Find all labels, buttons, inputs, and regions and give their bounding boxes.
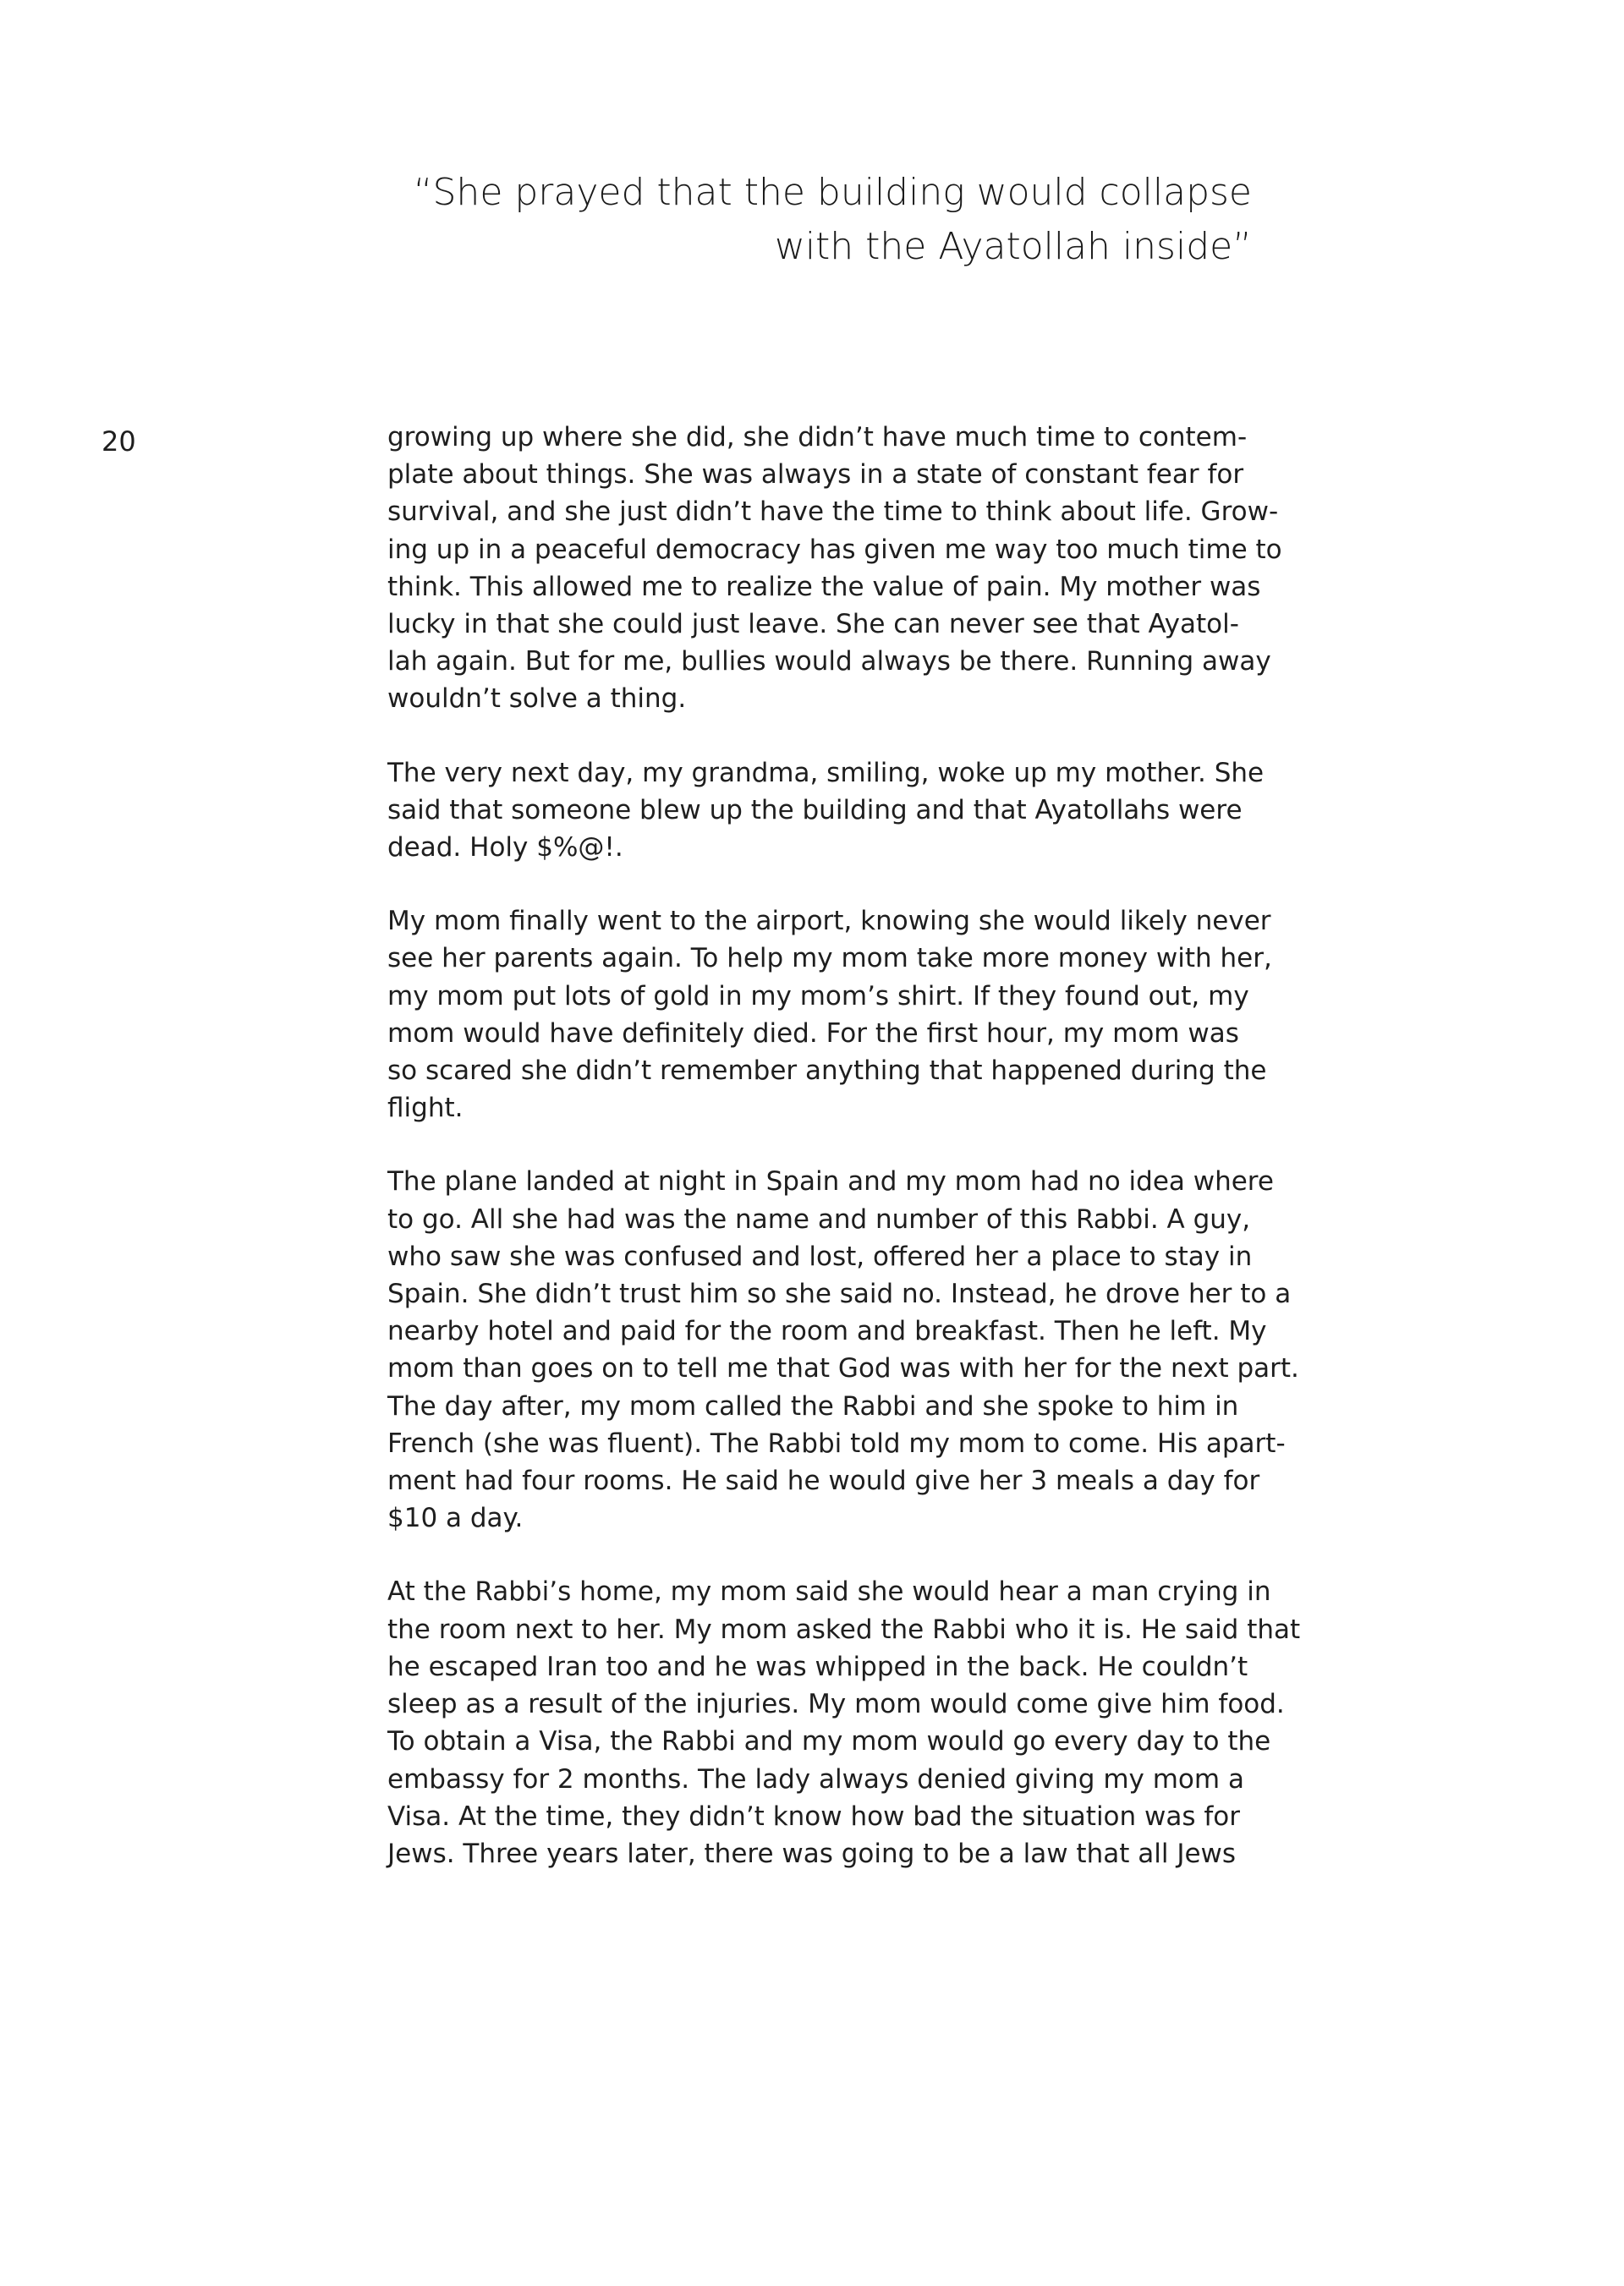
text-line: The day after, my mom called the Rabbi and she spoke to him in — [387, 1390, 1239, 1422]
text-line: my mom put lots of gold in my mom’s shirt. If they found out, my — [387, 980, 1249, 1011]
text-line: mom than goes on to tell me that God was with her for the next part. — [387, 1353, 1299, 1384]
text-line: growing up where she did, she didn’t have much time to contem- — [387, 422, 1248, 452]
pull-quote — [389, 166, 1252, 274]
text-line: sleep as a result of the injuries. My mom would come give him food. — [387, 1689, 1285, 1720]
text-line: lucky in that she could just leave. She can never see that Ayatol- — [387, 609, 1239, 640]
paragraph — [387, 1163, 1301, 1537]
text-line: The plane landed at night in Spain and my mom had no idea where — [387, 1166, 1274, 1198]
text-line: My mom finally went to the airport, knowing she would likely never — [387, 906, 1271, 937]
text-line: mom would have definitely died. For the first hour, my mom was — [387, 1017, 1239, 1049]
text-line: Visa. At the time, they didn’t know how bad the situation was for — [387, 1801, 1240, 1832]
text-line: French (she was fluent). The Rabbi told my mom to come. His apart- — [387, 1428, 1286, 1459]
text-line: who saw she was confused and lost, offered her a place to stay in — [387, 1241, 1253, 1272]
text-line: Spain. She didn’t trust him so she said no. Instead, he drove her to a — [387, 1279, 1292, 1310]
pull-quote-line: with the Ayatollah inside” — [774, 225, 1252, 268]
text-line: embassy for 2 months. The lady always denied giving my mom a — [387, 1763, 1244, 1795]
text-line: he escaped Iran too and he was whipped in the back. He couldn’t — [387, 1651, 1248, 1682]
paragraph — [387, 902, 1301, 1127]
paragraph — [387, 1573, 1301, 1872]
body-text — [387, 419, 1301, 1909]
text-line: nearby hotel and paid for the room and breakfast. Then he left. My — [387, 1316, 1267, 1347]
text-line: At the Rabbi’s home, my mom said she would hear a man crying in — [387, 1576, 1271, 1608]
text-line: to go. All she had was the name and number of this Rabbi. A guy, — [387, 1203, 1251, 1235]
text-line: Jews. Three years later, there was going to be a law that all Jews — [387, 1838, 1237, 1869]
text-line: so scared she didn’t remember anything that happened during the — [387, 1055, 1267, 1087]
text-line: the room next to her. My mom asked the Rabbi who it is. He said that — [387, 1614, 1301, 1645]
text-line: flight. — [387, 1093, 464, 1124]
text-line: The very next day, my grandma, smiling, woke up my mother. She — [387, 757, 1265, 788]
text-line: see her parents again. To help my mom take more money with her, — [387, 943, 1272, 974]
text-line: ment had four rooms. He said he would give her 3 meals a day for — [387, 1466, 1260, 1497]
text-line: said that someone blew up the building and that Ayatollahs were — [387, 794, 1243, 825]
paragraph — [387, 419, 1301, 718]
text-line: survival, and she just didn’t have the time to think about life. Grow- — [387, 496, 1279, 528]
text-line: dead. Holy $%@!. — [387, 832, 623, 863]
text-line: wouldn’t solve a thing. — [387, 683, 687, 715]
paragraph — [387, 754, 1301, 867]
text-line: plate about things. She was always in a state of constant fear for — [387, 459, 1244, 491]
text-line: $10 a day. — [387, 1503, 524, 1534]
text-line: think. This allowed me to realize the value of pain. My mother was — [387, 571, 1261, 602]
page-number: 20 — [102, 425, 136, 458]
text-line: lah again. But for me, bullies would always be there. Running away — [387, 646, 1271, 677]
text-line: ing up in a peaceful democracy has given me way too much time to — [387, 534, 1282, 565]
text-line: To obtain a Visa, the Rabbi and my mom would go every day to the — [387, 1726, 1271, 1757]
pull-quote-line: “She prayed that the building would collapse — [413, 171, 1252, 214]
